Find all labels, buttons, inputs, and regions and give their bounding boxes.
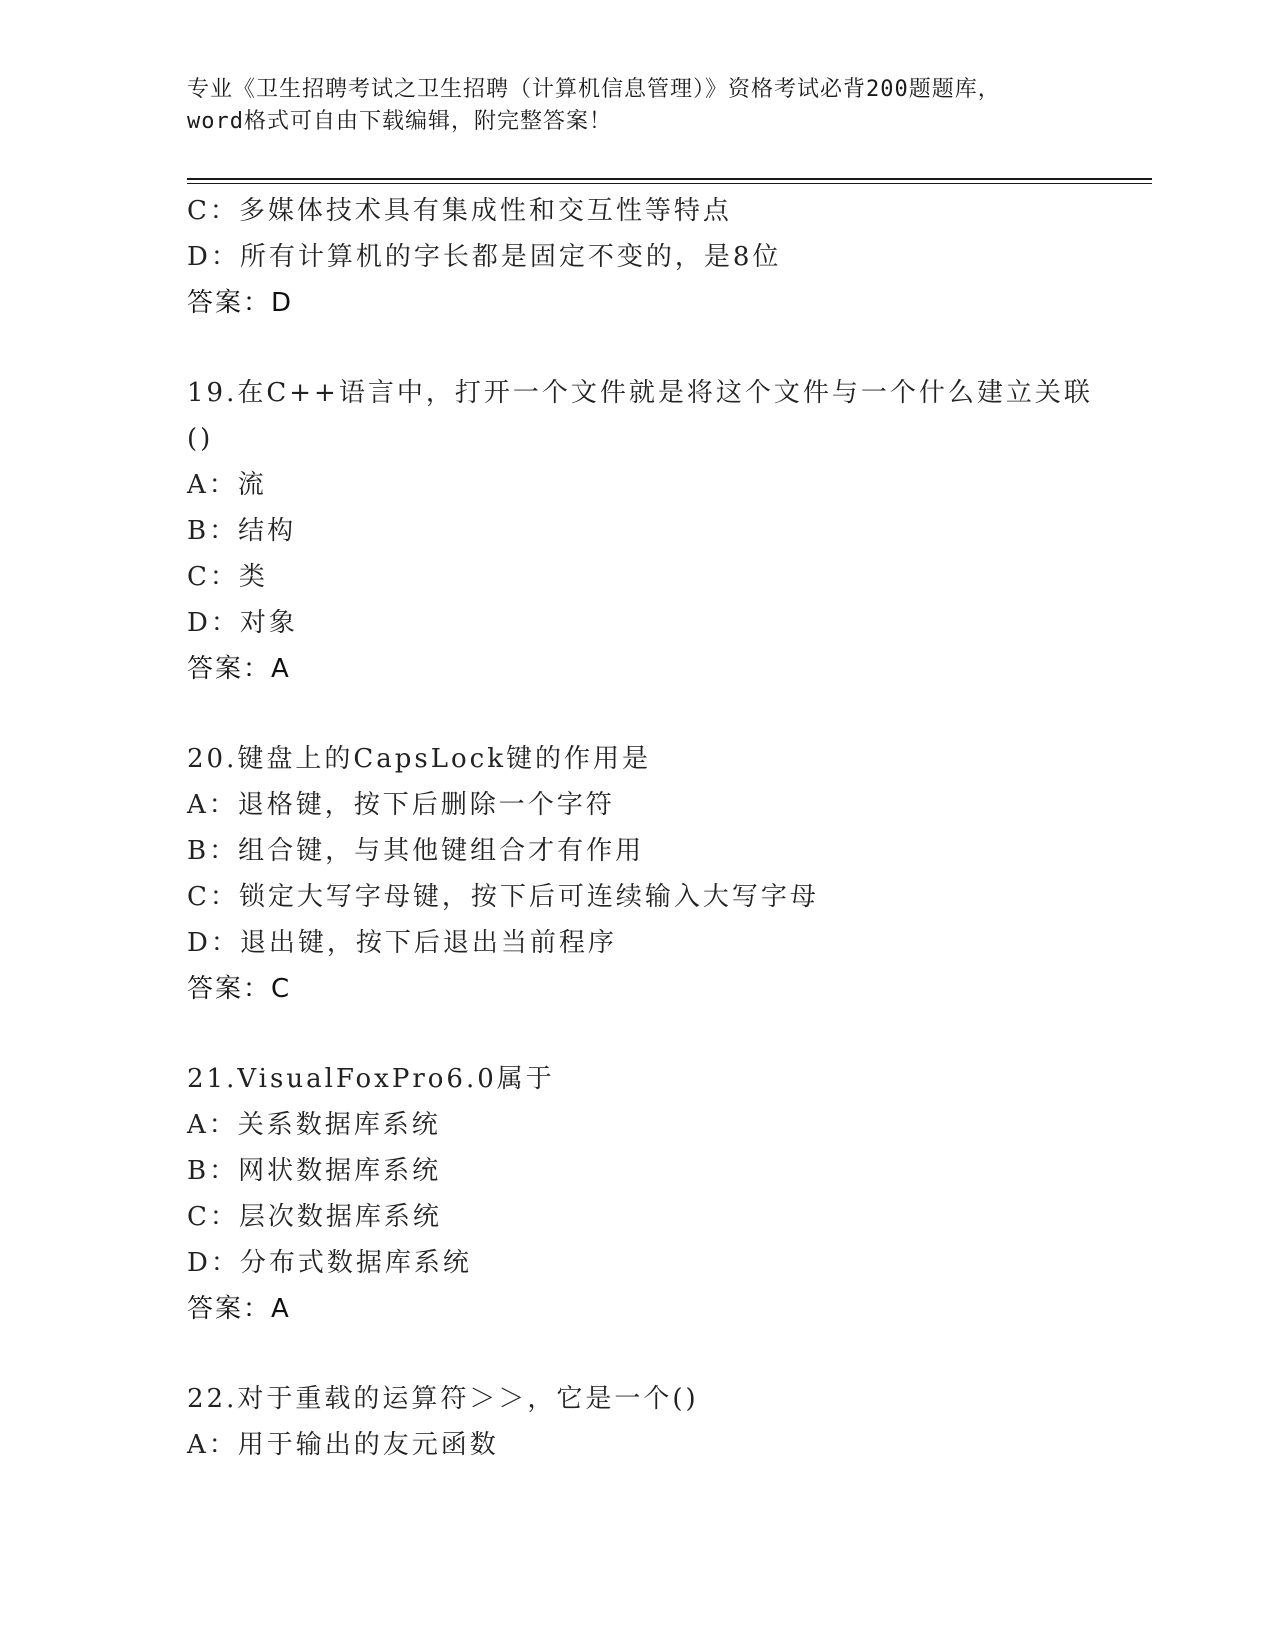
option-d: D：退出键，按下后退出当前程序 (187, 928, 617, 958)
option-b: B：组合键，与其他键组合才有作用 (187, 836, 645, 866)
spacer (187, 1332, 1147, 1376)
spacer (187, 326, 1147, 370)
option-a: A：流 (187, 470, 267, 500)
answer: 答案：A (187, 1294, 291, 1324)
option-d: D：分布式数据库系统 (187, 1248, 472, 1278)
option-c: C：层次数据库系统 (187, 1202, 442, 1232)
question-21 (187, 1056, 1147, 1332)
header-divider-thin (187, 183, 1152, 184)
answer: 答案：D (187, 288, 294, 318)
question-stem-continued: () (187, 424, 214, 454)
option-d: D：对象 (187, 608, 298, 638)
question-list (187, 188, 1147, 1468)
option-d: D：所有计算机的字长都是固定不变的，是8位 (187, 242, 782, 272)
option-b: B：结构 (187, 516, 297, 546)
question-20 (187, 736, 1147, 1012)
header-title-line-1: 专业《卫生招聘考试之卫生招聘（计算机信息管理）》资格考试必背200题题库， (187, 77, 1001, 102)
question-stem: 22.对于重载的运算符＞＞，它是一个() (187, 1384, 699, 1414)
question-18-continued (187, 188, 1147, 326)
question-stem: 19.在C++语言中，打开一个文件就是将这个文件与一个什么建立关联 (187, 378, 1093, 408)
header-title-line-2: word格式可自由下载编辑，附完整答案！ (187, 109, 612, 134)
header-divider-thick (187, 178, 1152, 180)
answer: 答案：C (187, 974, 292, 1004)
option-a: A：关系数据库系统 (187, 1110, 441, 1140)
option-a: A：用于输出的友元函数 (187, 1430, 499, 1460)
question-stem: 20.键盘上的CapsLock键的作用是 (187, 744, 651, 774)
option-c: C：类 (187, 562, 268, 592)
option-b: B：网状数据库系统 (187, 1156, 442, 1186)
option-c: C：锁定大写字母键，按下后可连续输入大写字母 (187, 882, 819, 912)
option-a: A：退格键，按下后删除一个字符 (187, 790, 615, 820)
question-stem: 21.VisualFoxPro6.0属于 (187, 1064, 555, 1094)
answer: 答案：A (187, 654, 291, 684)
question-22 (187, 1376, 1147, 1468)
spacer (187, 1012, 1147, 1056)
spacer (187, 692, 1147, 736)
option-c: C：多媒体技术具有集成性和交互性等特点 (187, 196, 732, 226)
question-19 (187, 370, 1147, 692)
document-header (187, 74, 1087, 138)
